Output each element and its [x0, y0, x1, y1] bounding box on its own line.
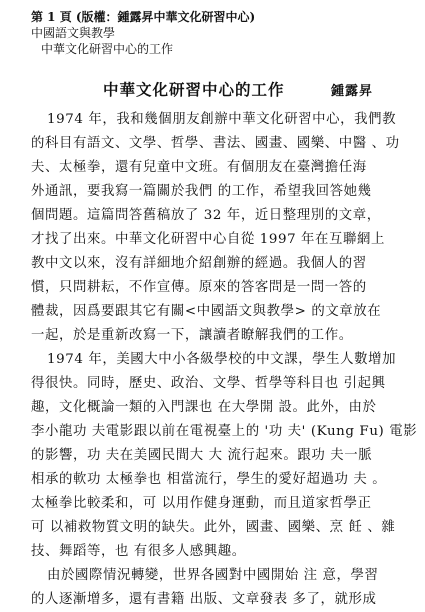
body-line: 教中文以來，沒有詳細地介紹創辦的經過。我個人的習: [31, 256, 367, 271]
body-line: 相承的軟功 太極拳也 相當流行，學生的愛好超過功 夫 。: [31, 472, 387, 487]
body-line: 慣，只問耕耘，不作宣傳。原來的答客問是一問一答的: [31, 280, 367, 295]
body-line: 外通訊，要我寫一篇關於我們 的工作，希望我回答她幾: [31, 184, 372, 199]
body-line: 夫、太極拳，還有兒童中文班。有個朋友在臺灣擔任海: [31, 160, 367, 175]
header-page-copyright: 第 1 頁 (版權：鍾露昇中華文化研習中心): [31, 10, 256, 24]
body-line: 才找了出來。中華文化研習中心自從 1997 年在互聯網上: [31, 232, 385, 247]
body-line: 1974 年，我和幾個朋友創辦中華文化研習中心，我們教: [47, 112, 397, 127]
body-line: 得很快。同時，歷史、政治、文學、哲學等科目也 引起興: [31, 376, 386, 391]
body-line: 一起，於是重新改寫一下，讓讀者瞭解我們的工作。: [31, 328, 353, 343]
body-line: 太極拳比較柔和，可 以用作健身運動，而且道家哲學正: [31, 496, 372, 511]
body-line: 的影響，功 夫在美國民間大 大 流行起來。跟功 夫一脈: [31, 448, 373, 463]
header-article-title: 中華文化研習中心的工作: [41, 42, 174, 56]
body-line: 體裁，因爲要跟其它有關<中國語文與教學> 的文章放在: [31, 304, 382, 319]
article-heading: [0, 78, 425, 100]
body-line: 由於國際情況轉變，世界各國對中國開始 注 意，學習: [47, 568, 379, 583]
body-line: 個問題。這篇問答舊稿放了 32 年，近日整理別的文章，: [31, 208, 381, 223]
body-line: 可 以補救物質文明的缺失。此外，國畫、國樂、烹 飪 、雜: [31, 520, 396, 535]
body-line: 趣，文化概論一類的入門課也 在大學開 設。此外，由於: [31, 400, 377, 415]
article-author: 鍾露昇: [331, 84, 374, 99]
body-line: 技、舞蹈等，也 有很多人感興趣。: [31, 544, 246, 559]
body-line: 的人逐漸增多，還有書籍 出版、文章發表 多了，就形成: [31, 592, 377, 607]
page-header: [31, 9, 255, 57]
body-line: 的科目有語文、文學、哲學、書法、國畫、國樂、中醫 、功: [31, 136, 400, 151]
body-line: 李小龍功 夫電影跟以前在電視臺上的 '功 夫' (Kung Fu) 電影: [31, 424, 418, 439]
header-section-title: 中國語文與教學: [31, 26, 116, 40]
article-title: 中華文化研習中心的工作: [103, 80, 285, 99]
body-line: 1974 年，美國大中小各級學校的中文課，學生人數增加: [47, 352, 397, 367]
